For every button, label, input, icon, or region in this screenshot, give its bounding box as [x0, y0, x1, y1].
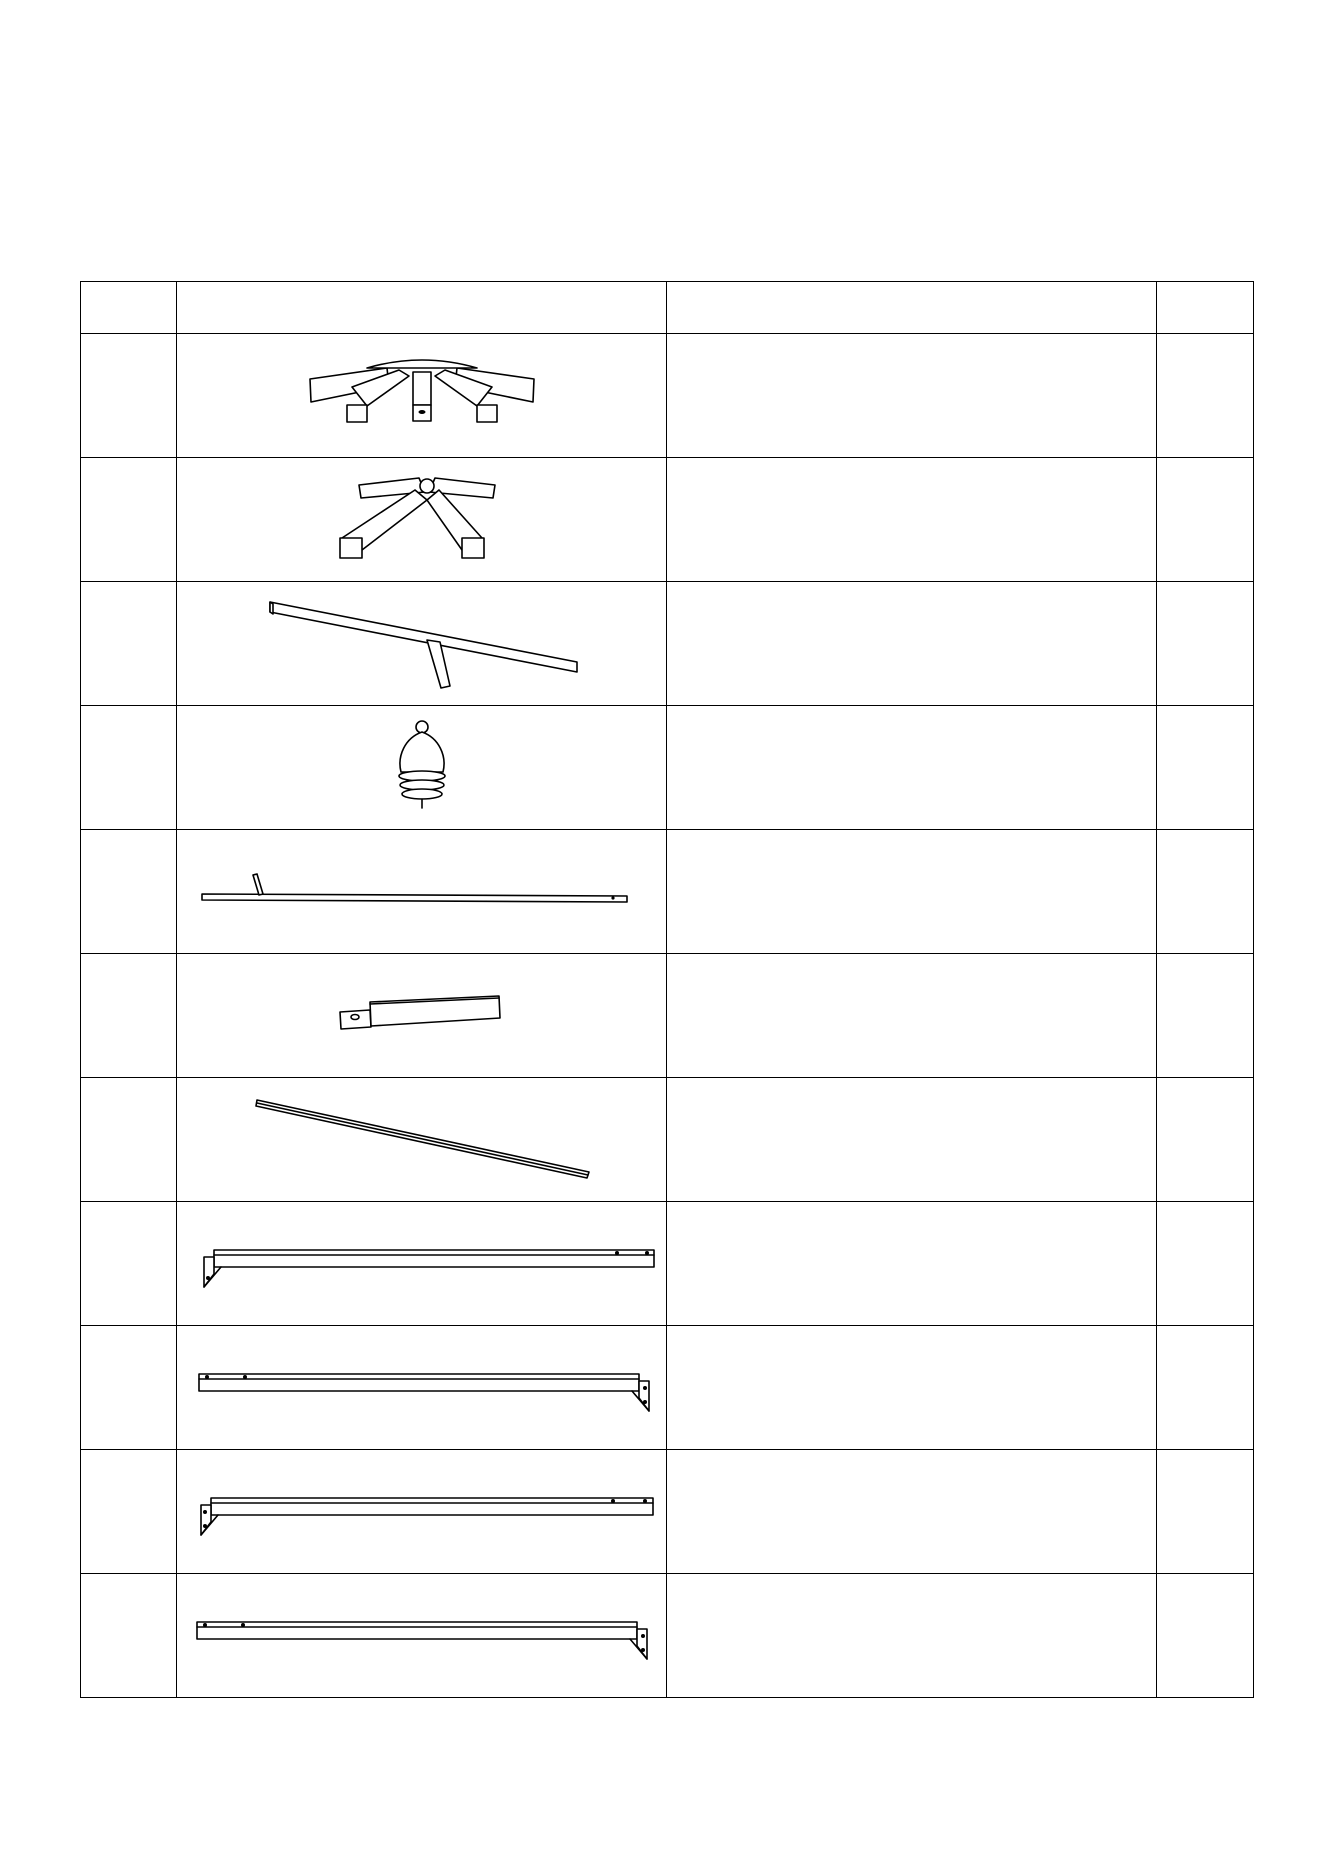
roof-top-connector-4way-icon: [177, 334, 667, 457]
part-qty-cell: [1156, 1202, 1253, 1326]
part-description-cell: [667, 1574, 1156, 1698]
part-description-cell: [667, 1078, 1156, 1202]
part-illustration-cell: [177, 706, 667, 830]
part-qty-cell: [1156, 1574, 1253, 1698]
roof-rafter-with-brace-icon: [177, 582, 667, 705]
side-beam-right-bracket-icon: [177, 1326, 667, 1449]
side-beam-right-bracket-b-icon: [177, 1574, 667, 1697]
table-row: [81, 954, 1254, 1078]
roof-top-connector-3way-icon: [177, 458, 667, 581]
table-row: [81, 1078, 1254, 1202]
part-description-cell: [667, 334, 1156, 458]
header-description: [667, 282, 1156, 334]
table-row: [81, 1450, 1254, 1574]
parts-table: [80, 281, 1254, 1698]
part-number-cell: [81, 1326, 177, 1450]
part-qty-cell: [1156, 1450, 1253, 1574]
table-row: [81, 334, 1254, 458]
table-row: [81, 830, 1254, 954]
part-qty-cell: [1156, 1078, 1253, 1202]
part-number-cell: [81, 334, 177, 458]
part-number-cell: [81, 954, 177, 1078]
part-illustration-cell: [177, 954, 667, 1078]
part-number-cell: [81, 1574, 177, 1698]
table-row: [81, 458, 1254, 582]
part-number-cell: [81, 1450, 177, 1574]
part-qty-cell: [1156, 954, 1253, 1078]
part-illustration-cell: [177, 458, 667, 582]
part-number-cell: [81, 458, 177, 582]
part-description-cell: [667, 458, 1156, 582]
part-description-cell: [667, 954, 1156, 1078]
part-description-cell: [667, 1202, 1156, 1326]
header-qty: [1156, 282, 1253, 334]
table-row: [81, 1574, 1254, 1698]
part-qty-cell: [1156, 582, 1253, 706]
part-illustration-cell: [177, 1202, 667, 1326]
finial-cap-icon: [177, 706, 667, 829]
part-number-cell: [81, 1202, 177, 1326]
part-qty-cell: [1156, 458, 1253, 582]
part-description-cell: [667, 830, 1156, 954]
side-beam-left-bracket-icon: [177, 1202, 667, 1325]
connector-tube-icon: [177, 954, 667, 1077]
part-number-cell: [81, 1078, 177, 1202]
header-no: [81, 282, 177, 334]
part-illustration-cell: [177, 1078, 667, 1202]
part-number-cell: [81, 830, 177, 954]
part-description-cell: [667, 1326, 1156, 1450]
part-description-cell: [667, 582, 1156, 706]
part-illustration-cell: [177, 582, 667, 706]
table-header-row: [81, 282, 1254, 334]
part-illustration-cell: [177, 1450, 667, 1574]
side-beam-left-bracket-b-icon: [177, 1450, 667, 1573]
part-qty-cell: [1156, 1326, 1253, 1450]
table-row: [81, 1202, 1254, 1326]
part-qty-cell: [1156, 830, 1253, 954]
table-row: [81, 582, 1254, 706]
part-illustration-cell: [177, 334, 667, 458]
part-illustration-cell: [177, 830, 667, 954]
part-number-cell: [81, 706, 177, 830]
part-description-cell: [667, 706, 1156, 830]
table-row: [81, 706, 1254, 830]
part-qty-cell: [1156, 706, 1253, 830]
diagonal-pole-icon: [177, 1078, 667, 1201]
part-number-cell: [81, 582, 177, 706]
part-illustration-cell: [177, 1574, 667, 1698]
part-qty-cell: [1156, 334, 1253, 458]
long-rafter-pole-icon: [177, 830, 667, 953]
part-description-cell: [667, 1450, 1156, 1574]
part-illustration-cell: [177, 1326, 667, 1450]
table-row: [81, 1326, 1254, 1450]
header-illustration: [177, 282, 667, 334]
